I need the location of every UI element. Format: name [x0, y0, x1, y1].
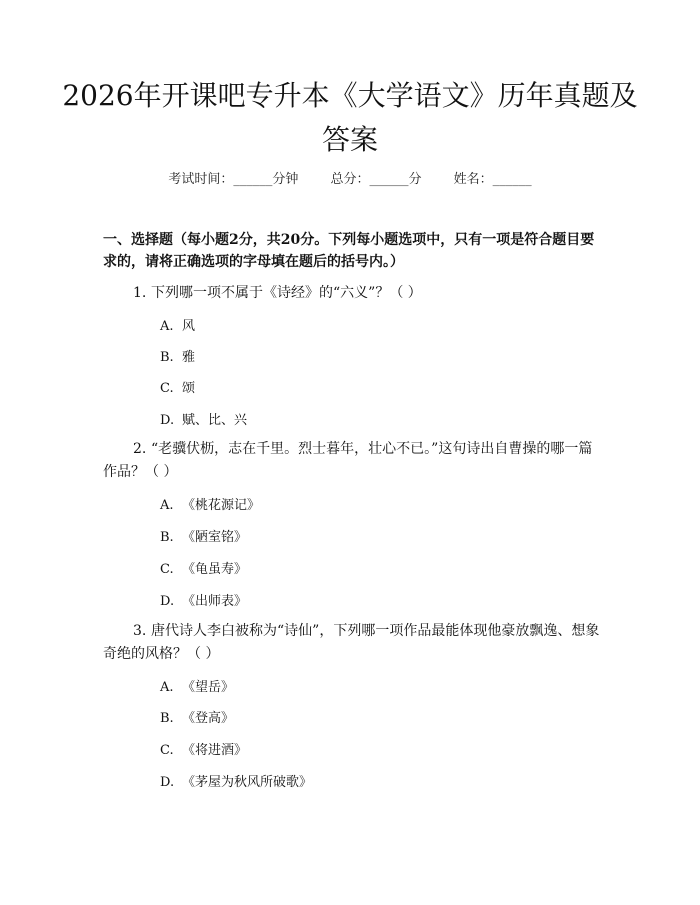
option-text: 《将进酒》 — [182, 743, 248, 758]
option-text: 《望岳》 — [182, 680, 235, 695]
option-3a — [160, 676, 234, 695]
option-letter: C. — [160, 743, 174, 758]
option-letter: C. — [160, 562, 174, 577]
option-text: 颂 — [182, 381, 196, 396]
name-field: 姓名：______ — [453, 172, 532, 187]
option-1d — [160, 409, 247, 428]
option-3b — [160, 707, 234, 726]
question-2 — [103, 438, 603, 484]
option-text: 《登高》 — [182, 711, 235, 726]
option-2a — [160, 494, 260, 513]
option-2b — [160, 526, 247, 545]
option-letter: B. — [160, 711, 174, 726]
option-text: 《桃花源记》 — [182, 498, 261, 513]
question-text: 下列哪一项不属于《诗经》的“六义”？（ ） — [151, 285, 422, 301]
exam-meta — [0, 168, 700, 187]
exam-time-field: 考试时间：______分钟 — [168, 172, 299, 187]
total-score-field: 总分：______分 — [330, 172, 422, 187]
question-3 — [103, 620, 603, 666]
option-text: 风 — [182, 319, 196, 334]
option-letter: A. — [160, 680, 174, 695]
option-2d — [160, 590, 247, 609]
option-3d — [160, 771, 312, 790]
section-heading: 一、选择题（每小题2分，共20分。下列每小题选项中，只有一项是符合题目要求的，请将正确选项的字母填在题后的括号内。） — [103, 232, 595, 270]
option-1c — [160, 377, 195, 396]
option-text: 赋、比、兴 — [182, 413, 248, 428]
option-text: 《茅屋为秋风所破歌》 — [182, 775, 313, 790]
option-2c — [160, 558, 247, 577]
option-letter: D. — [160, 594, 175, 609]
option-3c — [160, 739, 247, 758]
option-1a — [160, 315, 195, 334]
option-text: 雅 — [182, 350, 196, 365]
question-1 — [103, 282, 603, 305]
option-letter: A. — [160, 498, 174, 513]
page-title: 2026年开课吧专升本《大学语文》历年真题及答案 — [62, 79, 638, 156]
option-letter: A. — [160, 319, 174, 334]
option-letter: B. — [160, 530, 174, 545]
question-number: 2. — [133, 441, 147, 457]
option-letter: D. — [160, 775, 175, 790]
option-letter: B. — [160, 350, 174, 365]
question-text: 唐代诗人李白被称为“诗仙”，下列哪一项作品最能体现他豪放飘逸、想象奇绝的风格？（ ） — [103, 623, 600, 662]
question-text: “老骥伏枥，志在千里。烈士暮年，壮心不已。”这句诗出自曹操的哪一篇作品？（ ） — [103, 441, 593, 480]
question-number: 3. — [133, 623, 147, 639]
option-text: 《陋室铭》 — [182, 530, 248, 545]
option-1b — [160, 346, 195, 365]
option-letter: D. — [160, 413, 175, 428]
question-number: 1. — [133, 285, 147, 301]
option-letter: C. — [160, 381, 174, 396]
option-text: 《出师表》 — [182, 594, 248, 609]
option-text: 《龟虽寿》 — [182, 562, 248, 577]
